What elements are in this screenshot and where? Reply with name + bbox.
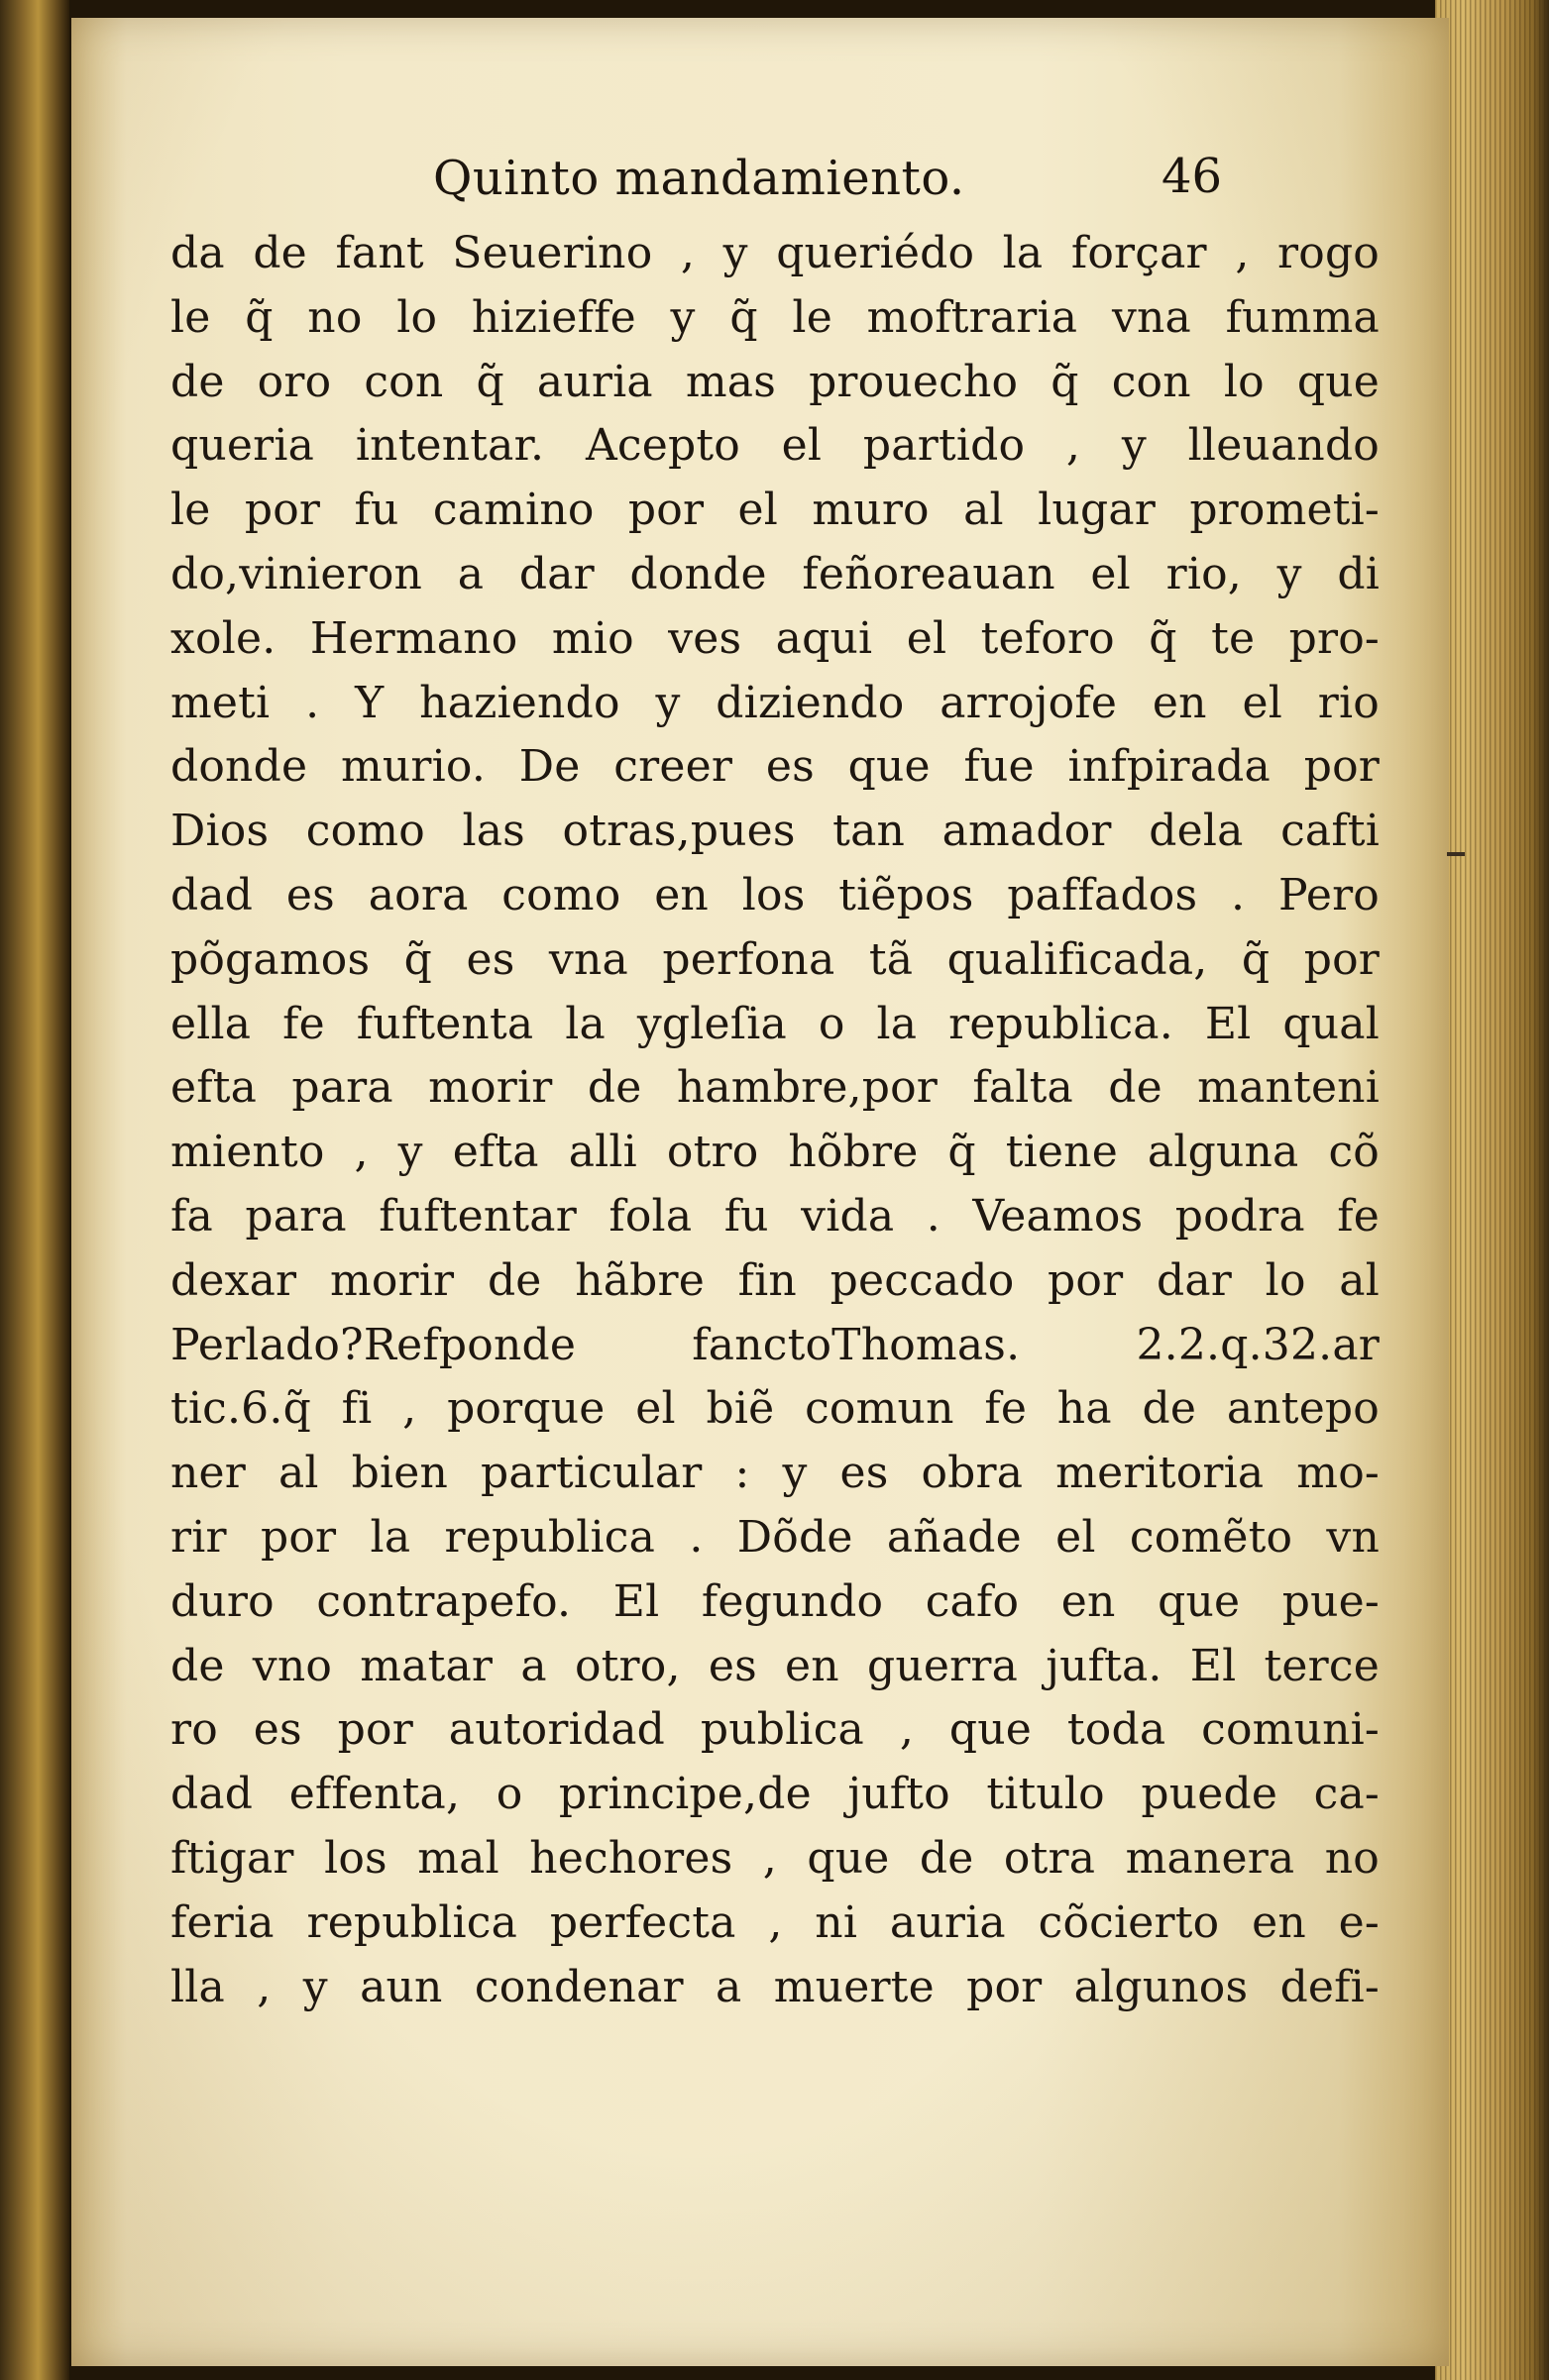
text-line: duro contrapefo. El fegundo cafo en que pue- [170,1575,1380,1627]
margin-dash [1447,852,1465,856]
text-line: Perlado?Refponde fanctoThomas. 2.2.q.32.ar [170,1319,1380,1370]
text-line: põgamos q̃ es vna perfona tã qualificada, q̃ por [170,933,1380,985]
text-line: meti . Y haziendo y diziendo arrojofe en el rio [170,677,1380,728]
text-line: Dios como las otras,pues tan amador dela cafti [170,806,1380,857]
text-line: lla , y aun condenar a muerte por algunos defi- [170,1961,1380,2012]
text-line: donde murio. De creer es que fue infpirada por [170,741,1380,793]
text-line: xole. Hermano mio ves aqui el teforo q̃ te pro- [170,612,1380,664]
running-title: Quinto mandamiento. [433,151,965,206]
book-page [71,18,1449,2366]
running-header [71,151,1449,230]
text-line: tic.6.q̃ fi , porque el biẽ comun fe ha de antepo [170,1383,1380,1435]
text-line: miento , y efta alli otro hõbre q̃ tiene alguna cõ [170,1127,1380,1178]
text-line: rir por la republica . Dõde añade el comẽto vn [170,1511,1380,1563]
book-page-edges [1435,0,1549,2380]
text-line: de vno matar a otro, es en guerra jufta. El terce [170,1640,1380,1691]
text-line: le q̃ no lo hizieffe y q̃ le moftraria vna fumma [170,291,1380,343]
text-line: ftigar los mal hechores , que de otra manera no [170,1832,1380,1884]
text-line: dad es aora como en los tiẽpos paffados . Pero [170,869,1380,920]
text-line: de oro con q̃ auria mas prouecho q̃ con lo que [170,356,1380,407]
page-number: 46 [1162,149,1223,204]
text-line: dexar morir de hãbre fin peccado por dar lo al [170,1254,1380,1306]
text-line: da de fant Seuerino , y queriédo la forçar , rogo [170,228,1380,278]
text-line: do,vinieron a dar donde feñoreauan el rio, y di [170,548,1380,599]
page-gutter [0,0,69,2380]
text-line: efta para morir de hambre,por falta de manteni [170,1062,1380,1114]
text-line: ella fe fuftenta la ygleſia o la republica. El qual [170,998,1380,1049]
text-line: ro es por autoridad publica , que toda comuni- [170,1704,1380,1756]
text-line: ner al bien particular : y es obra meritoria mo- [170,1448,1380,1499]
text-line: fa para fuftentar fola fu vida . Veamos podra fe [170,1190,1380,1242]
text-line: feria republica perfecta , ni auria cõcierto en e- [170,1896,1380,1948]
text-line: le por fu camino por el muro al lugar prometi- [170,485,1380,536]
text-line: dad effenta, o principe,de jufto titulo puede ca- [170,1769,1380,1820]
text-line: queria intentar. Acepto el partido , y lleuando [170,420,1380,472]
body-text [170,222,1380,2019]
